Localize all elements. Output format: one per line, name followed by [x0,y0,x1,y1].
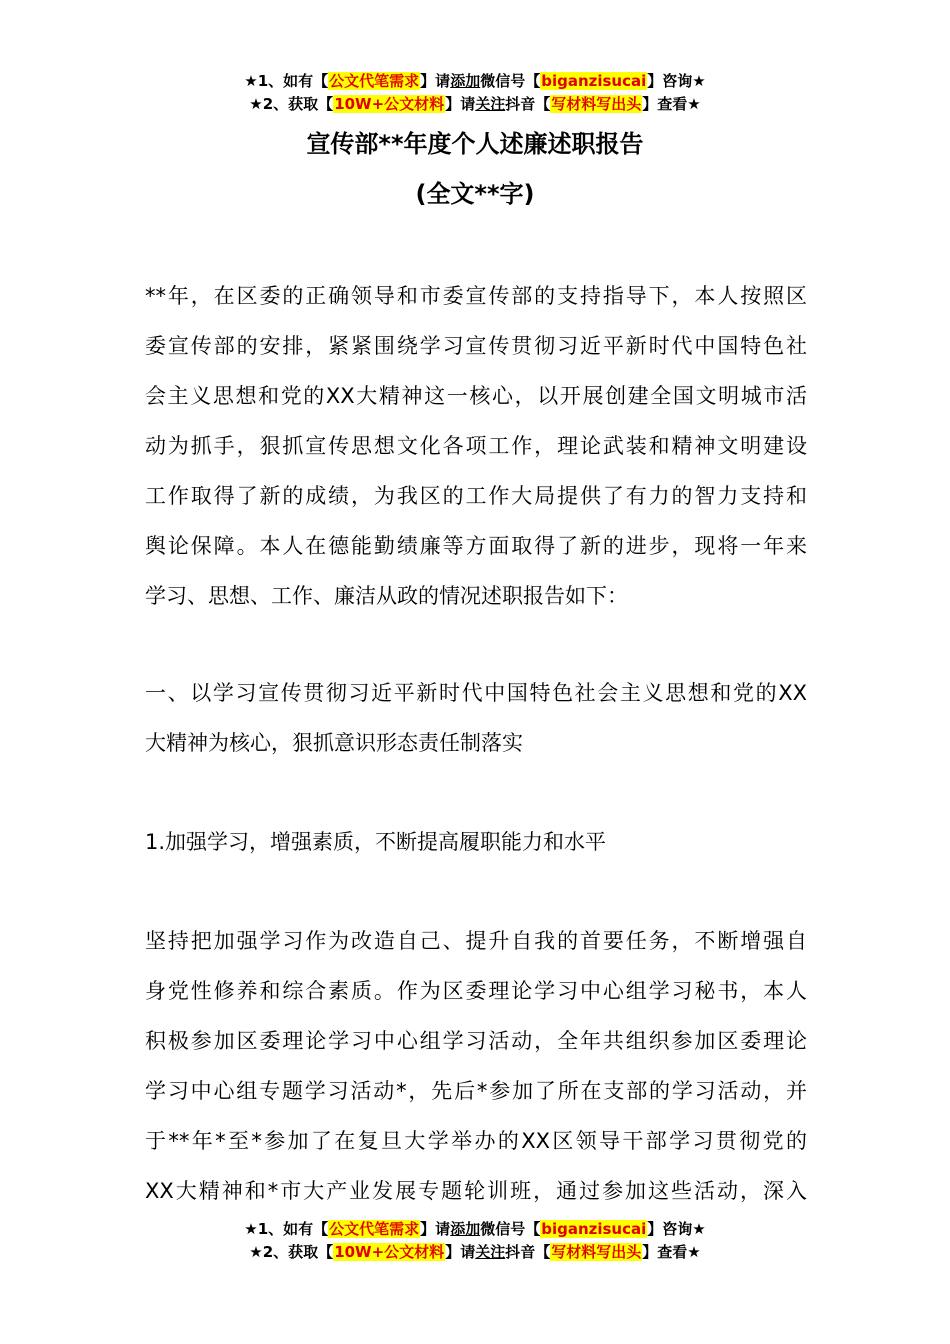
promo-line-2: ★2、获取【10W+公文材料】请关注抖音【写材料写出头】查看★ [249,1243,701,1261]
heading-line: 1.加强学习，增强素质，不断提高履职能力和水平 [145,830,607,854]
promo-line-1: ★1、如有【公文代笔需求】请添加微信号【biganzisucai】咨询★ [244,1220,706,1238]
document-title: 宣传部**年度个人述廉述职报告 [306,130,644,158]
paragraph-line: 委宣传部的安排，紧紧围绕学习宣传贯彻习近平新时代中国特色社 [145,334,807,358]
heading-line: 一、以学习宣传贯彻习近平新时代中国特色社会主义思想和党的XX [145,681,807,705]
highlight-douyin: 写材料写出头 [551,1243,642,1261]
paragraph-line: **年，在区委的正确领导和市委宣传部的支持指导下，本人按照区 [145,284,807,308]
paragraph-line: 坚持把加强学习作为改造自己、提升自我的首要任务，不断增强自 [145,929,807,953]
paragraph-line: 动为抓手，狠抓宣传思想文化各项工作，理论武装和精神文明建设 [145,434,807,458]
section-heading-1 [145,668,807,768]
paragraph-line: 会主义思想和党的XX大精神这一核心，以开展创建全国文明城市活 [145,384,807,408]
paragraph-line: 工作取得了新的成绩，为我区的工作大局提供了有力的智力支持和 [145,484,807,508]
highlight-materials: 10W+公文材料 [334,95,445,113]
document-subtitle: (全文**字) [415,180,535,208]
paragraph-intro [145,271,807,621]
promo-footer [0,1218,950,1264]
highlight-wechat-id: biganzisucai [541,1220,647,1238]
paragraph-line: 学习中心组专题学习活动*，先后*参加了所在支部的学习活动，并 [145,1079,807,1103]
promo-header [0,70,950,116]
highlight-service: 公文代笔需求 [329,1220,420,1238]
promo-line-2: ★2、获取【10W+公文材料】请关注抖音【写材料写出头】查看★ [249,95,701,113]
paragraph-line: 积极参加区委理论学习中心组学习活动，全年共组织参加区委理论 [145,1029,807,1053]
paragraph-line: 身党性修养和综合素质。作为区委理论学习中心组学习秘书，本人 [145,979,807,1003]
highlight-wechat-id: biganzisucai [541,72,647,90]
paragraph-line: 舆论保障。本人在德能勤绩廉等方面取得了新的进步，现将一年来 [145,534,807,558]
paragraph-line: XX大精神和*市大产业发展专题轮训班，通过参加这些活动，深入 [145,1179,807,1203]
subsection-heading-1 [145,817,807,867]
paragraph-line: 学习、思想、工作、廉洁从政的情况述职报告如下： [145,584,628,608]
highlight-materials: 10W+公文材料 [334,1243,445,1261]
paragraph-study [145,916,807,1216]
paragraph-line: 于**年*至*参加了在复旦大学举办的XX区领导干部学习贯彻党的 [145,1129,807,1153]
promo-line-1: ★1、如有【公文代笔需求】请添加微信号【biganzisucai】咨询★ [244,72,706,90]
heading-line: 大精神为核心，狠抓意识形态责任制落实 [145,731,523,755]
highlight-douyin: 写材料写出头 [551,95,642,113]
highlight-service: 公文代笔需求 [329,72,420,90]
